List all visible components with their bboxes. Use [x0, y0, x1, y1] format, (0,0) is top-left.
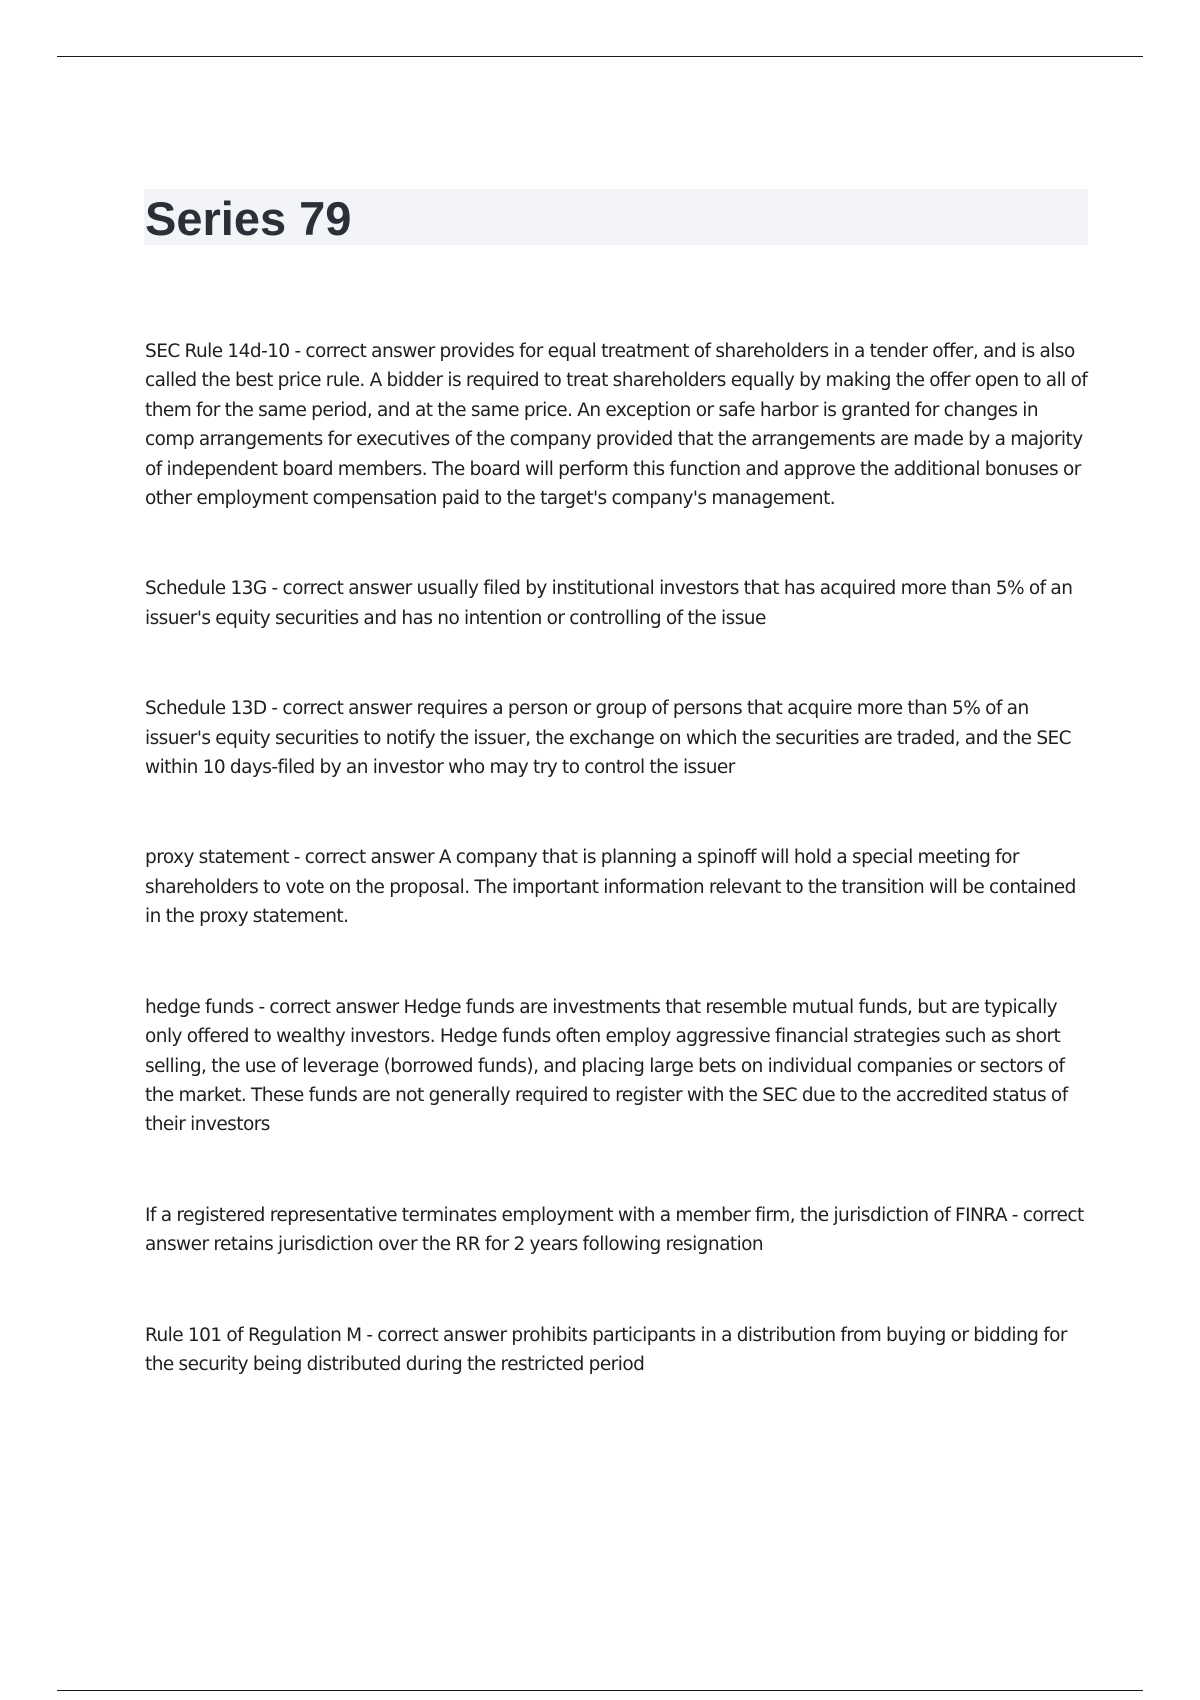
qa-item-schedule-13d: Schedule 13D - correct answer requires a person or group of persons that acquire more than 5% of an issuer's equity securities to notify the issuer, the exchange on which the securities are traded, and the SEC within 10 days-filed by an investor who may try to control the issuer	[145, 698, 1072, 779]
qa-list	[145, 337, 1091, 1440]
top-divider	[57, 56, 1143, 57]
qa-item-proxy-statement: proxy statement - correct answer A company that is planning a spinoff will hold a special meeting for shareholders to vote on the proposal. The important information relevant to the transition will be contained in the proxy statement.	[145, 847, 1076, 928]
page-title: Series 79	[145, 192, 352, 245]
qa-item-finra-jurisdiction: If a registered representative terminates employment with a member firm, the jurisdiction of FINRA - correct answer retains jurisdiction over the RR for 2 years following resignation	[145, 1204, 1084, 1256]
qa-item-hedge-funds: hedge funds - correct answer Hedge funds are investments that resemble mutual funds, but are typically only offered to wealthy investors. Hedge funds often employ aggressive financial strategies such as short selling, the use of leverage (borrowed funds), and placing large bets on individual companies or sectors of the market. These funds are not generally required to register with the SEC due to the accredited status of their investors	[145, 996, 1068, 1136]
bottom-divider	[57, 1690, 1143, 1691]
qa-item-sec-rule-14d-10: SEC Rule 14d-10 - correct answer provides for equal treatment of shareholders in a tender offer, and is also called the best price rule. A bidder is required to treat shareholders equally by making the offer open to all of them for the same period, and at the same price. An exception or safe harbor is granted for changes in comp arrangements for executives of the company provided that the arrangements are made by a majority of independent board members. The board will perform this function and approve the additional bonuses or other employment compensation paid to the target's company's management.	[145, 341, 1088, 510]
qa-item-schedule-13g: Schedule 13G - correct answer usually filed by institutional investors that has acquired more than 5% of an issuer's equity securities and has no intention or controlling of the issue	[145, 578, 1073, 629]
qa-item-rule-101-regulation-m: Rule 101 of Regulation M - correct answer prohibits participants in a distribution from buying or bidding for the security being distributed during the restricted period	[145, 1324, 1067, 1375]
